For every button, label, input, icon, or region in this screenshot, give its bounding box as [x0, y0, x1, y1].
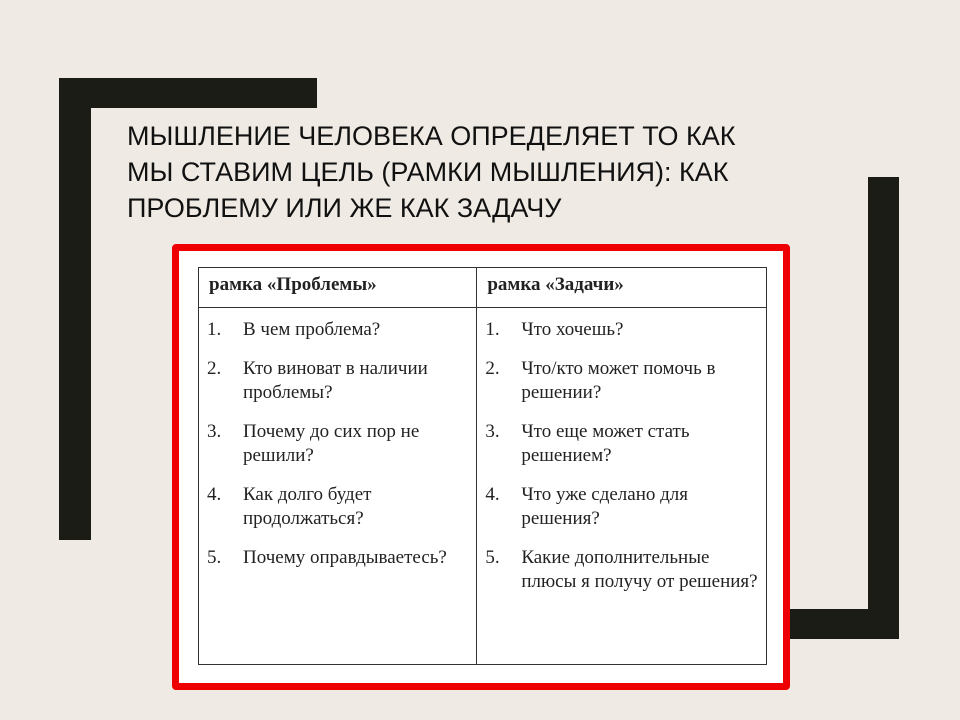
item-number: 3.: [207, 421, 222, 442]
item-text: Что хочешь?: [521, 319, 624, 340]
item-text: Почему до сих пор не решили?: [243, 421, 420, 466]
header-problem-frame: рамка «Проблемы»: [199, 268, 477, 308]
item-text: Что/кто может помочь в решении?: [521, 358, 716, 403]
list-item: [485, 420, 762, 468]
item-number: 5.: [207, 547, 222, 568]
list-item: [207, 546, 472, 570]
item-number: 2.: [485, 358, 500, 379]
item-text: Что уже сделано для решения?: [521, 484, 689, 529]
item-number: 1.: [207, 319, 222, 340]
item-text: Почему оправдываетесь?: [243, 547, 447, 568]
frames-comparison-table: [198, 267, 767, 665]
frame-right-vertical: [868, 177, 899, 639]
item-number: 2.: [207, 358, 222, 379]
list-item: [207, 318, 472, 342]
header-task-frame: рамка «Задачи»: [477, 268, 767, 308]
list-item: [207, 483, 472, 531]
title-line: МЫ СТАВИМ ЦЕЛЬ (РАМКИ МЫШЛЕНИЯ): КАК: [127, 157, 729, 187]
item-text: Кто виноват в наличии проблемы?: [243, 358, 428, 403]
list-item: [485, 483, 762, 531]
item-number: 4.: [207, 484, 222, 505]
item-number: 3.: [485, 421, 500, 442]
frame-left-vertical: [59, 78, 91, 540]
list-item: [207, 357, 472, 405]
item-text: Какие дополнительные плюсы я получу от решения?: [521, 547, 758, 592]
list-item: [485, 546, 762, 594]
list-item: [485, 318, 762, 342]
highlighted-table-image: [172, 244, 790, 690]
task-questions-cell: [477, 308, 767, 665]
item-text: Как долго будет продолжаться?: [243, 484, 372, 529]
item-number: 4.: [485, 484, 500, 505]
title-line: ПРОБЛЕМУ ИЛИ ЖЕ КАК ЗАДАЧУ: [127, 193, 562, 223]
list-item: [485, 357, 762, 405]
slide-title: [127, 118, 827, 226]
item-text: В чем проблема?: [243, 319, 381, 340]
item-number: 1.: [485, 319, 500, 340]
item-number: 5.: [485, 547, 500, 568]
frame-left-horizontal: [59, 78, 317, 108]
title-line: МЫШЛЕНИЕ ЧЕЛОВЕКА ОПРЕДЕЛЯЕТ ТО КАК: [127, 121, 736, 151]
item-text: Что еще может стать решением?: [521, 421, 690, 466]
list-item: [207, 420, 472, 468]
problem-questions-cell: [199, 308, 477, 665]
